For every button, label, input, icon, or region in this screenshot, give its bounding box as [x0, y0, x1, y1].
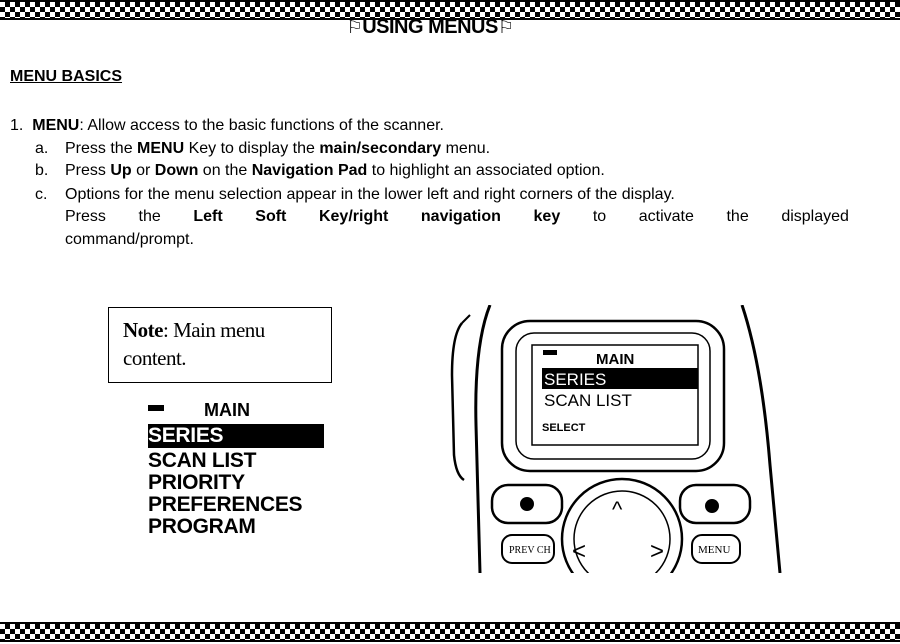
word: Left	[193, 208, 223, 225]
battery-icon	[148, 405, 164, 411]
prev-ch-label: PREV CH	[509, 545, 551, 556]
sub-text: Options for the menu selection appear in the lower left and right corners of the display.	[65, 186, 675, 203]
menu-item: SCAN LIST	[148, 449, 257, 472]
list-item-1	[10, 117, 444, 135]
item-term: MENU	[32, 117, 80, 134]
sub-bold: Down	[154, 162, 199, 179]
left-arrow-icon: <	[572, 538, 587, 565]
bottom-border	[0, 622, 900, 642]
sub-text: Press	[65, 162, 111, 179]
word: Soft	[255, 208, 287, 225]
note-box	[108, 307, 332, 383]
sub-text: Key to display the	[184, 140, 320, 157]
word: to	[592, 208, 607, 225]
sub-text: or	[131, 162, 155, 179]
up-arrow-icon: ^	[612, 497, 623, 522]
section-heading: MENU BASICS	[10, 68, 123, 85]
page-title-text: USING MENUS	[362, 16, 498, 38]
sub-item-b	[35, 162, 605, 180]
flag-icon: ⚐	[497, 17, 514, 37]
right-arrow-icon: >	[650, 538, 665, 565]
screen-item: SCAN LIST	[544, 391, 632, 410]
sub-text: to highlight an associated option.	[367, 162, 605, 179]
battery-icon	[543, 350, 557, 355]
word: the	[726, 208, 749, 225]
word: Key/right	[318, 208, 389, 225]
word: Press	[65, 208, 106, 225]
item-number: 1.	[10, 117, 24, 134]
scanner-illustration	[440, 305, 790, 573]
sub-label: a.	[35, 140, 49, 157]
sub-text: Press the	[65, 140, 138, 157]
sub-item-c-line2	[65, 208, 849, 226]
screen-header: MAIN	[596, 351, 635, 368]
flag-icon: ⚐	[346, 17, 363, 37]
note-label: Note	[123, 318, 163, 342]
sub-item-c-line3: command/prompt.	[65, 231, 194, 248]
word: activate	[638, 208, 694, 225]
sub-item-a	[35, 140, 490, 158]
page-title	[0, 16, 860, 39]
menu-header: MAIN	[204, 400, 250, 420]
screen-softkey: SELECT	[542, 422, 586, 434]
menu-item: PROGRAM	[148, 515, 256, 538]
item-text: : Allow access to the basic functions of the scanner.	[79, 117, 444, 134]
word: key	[533, 208, 561, 225]
screen-item-selected: SERIES	[544, 370, 607, 389]
menu-key-label: MENU	[698, 544, 731, 556]
main-menu-graphic	[140, 398, 340, 543]
menu-item-selected: SERIES	[148, 424, 324, 448]
note-text-1: : Main menu	[162, 318, 265, 342]
sub-label: c.	[35, 186, 48, 203]
sub-bold: Navigation Pad	[251, 162, 368, 179]
word: the	[138, 208, 161, 225]
sub-text: on the	[198, 162, 252, 179]
note-text-2: content.	[123, 346, 187, 370]
menu-item: PRIORITY	[148, 471, 245, 494]
sub-bold: Up	[110, 162, 132, 179]
sub-text: menu.	[441, 140, 491, 157]
sub-bold: main/secondary	[319, 140, 442, 157]
sub-label: b.	[35, 162, 49, 179]
word: navigation	[420, 208, 501, 225]
sub-item-c	[35, 186, 675, 204]
menu-item: PREFERENCES	[148, 493, 303, 516]
word: displayed	[781, 208, 849, 225]
sub-bold: MENU	[137, 140, 185, 157]
